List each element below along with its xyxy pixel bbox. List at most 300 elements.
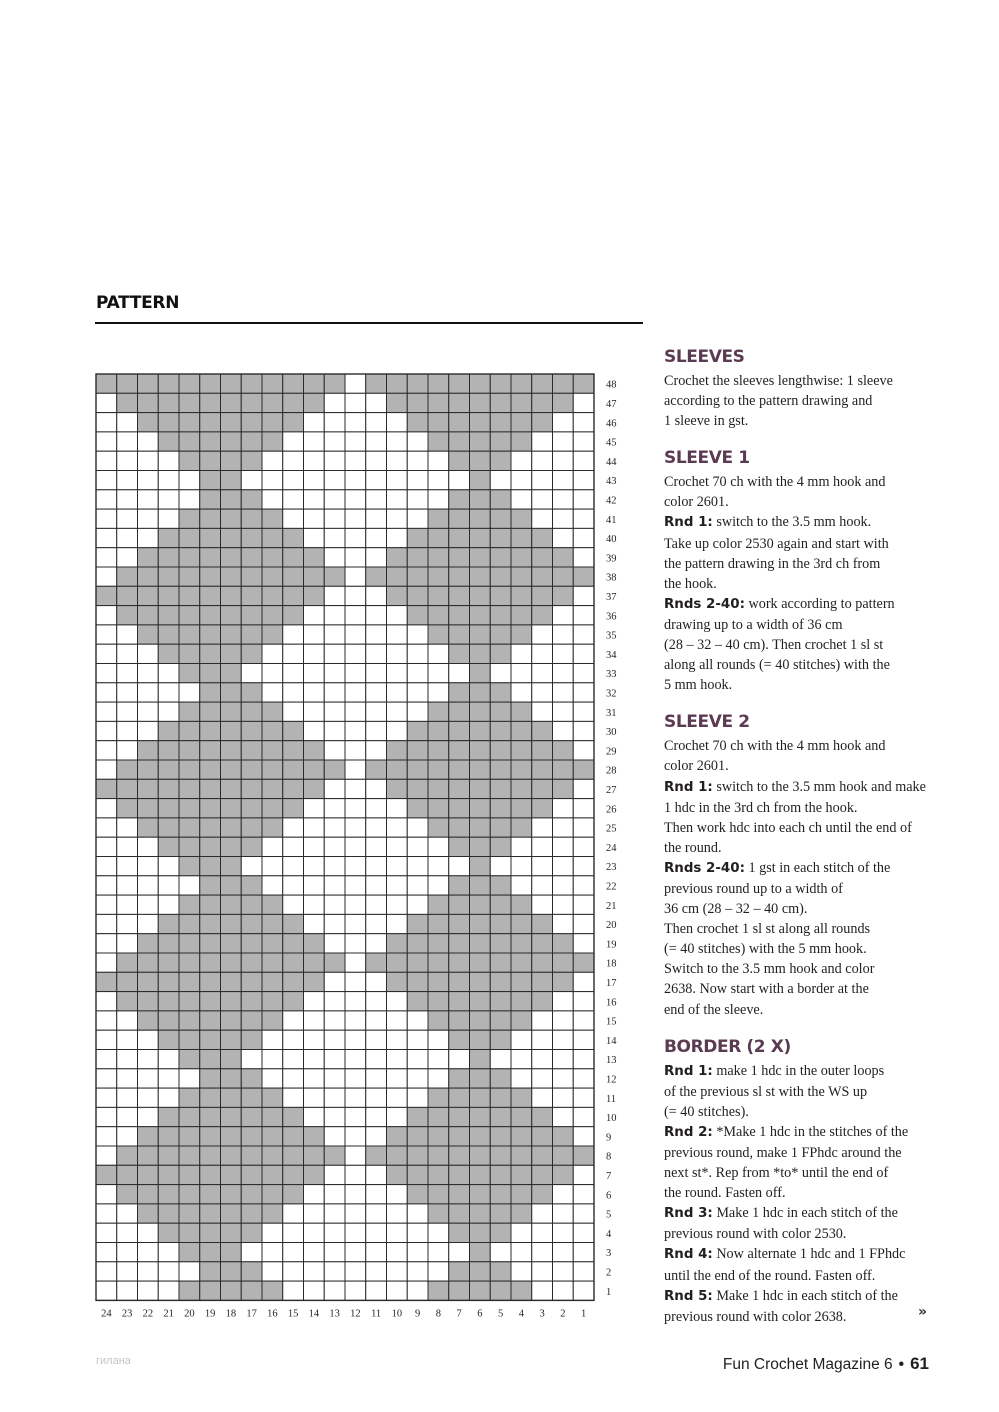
chart-cell	[241, 702, 262, 721]
chart-cell	[262, 953, 283, 972]
chart-cell	[179, 895, 200, 914]
chart-cell	[573, 374, 594, 393]
chart-cell	[345, 625, 366, 644]
chart-cell	[532, 664, 553, 683]
text-line: (= 40 stitches).	[664, 1103, 749, 1120]
chart-cell	[387, 393, 408, 412]
chart-cell	[96, 606, 117, 625]
chart-cell	[407, 567, 428, 586]
text-line: 36 cm (28 – 32 – 40 cm).	[664, 901, 808, 918]
chart-cell	[553, 972, 574, 991]
chart-cell	[387, 471, 408, 490]
chart-cell	[179, 509, 200, 528]
chart-cell	[490, 779, 511, 798]
chart-cell	[387, 528, 408, 547]
chart-cell	[366, 625, 387, 644]
chart-cell	[366, 1223, 387, 1242]
round-text: Make 1 hdc in each stitch of the	[712, 1205, 898, 1222]
chart-cell	[158, 857, 179, 876]
chart-cell	[428, 1185, 449, 1204]
chart-cell	[138, 760, 159, 779]
chart-cell	[304, 509, 325, 528]
chart-cell	[470, 1185, 491, 1204]
chart-cell	[366, 779, 387, 798]
chart-cell	[407, 413, 428, 432]
chart-cell	[470, 374, 491, 393]
chart-cell	[428, 741, 449, 760]
chart-cell	[511, 1050, 532, 1069]
chart-cell	[387, 413, 408, 432]
chart-cell	[304, 721, 325, 740]
chart-cell	[241, 992, 262, 1011]
chart-cell	[407, 451, 428, 470]
chart-cell	[553, 393, 574, 412]
chart-cell	[283, 760, 304, 779]
chart-cell	[117, 606, 138, 625]
chart-cell	[470, 914, 491, 933]
chart-cell	[324, 1146, 345, 1165]
chart-cell	[304, 1146, 325, 1165]
chart-cell	[221, 914, 242, 933]
chart-row-label: 21	[606, 900, 617, 912]
chart-cell	[200, 1127, 221, 1146]
chart-cell	[573, 1146, 594, 1165]
chart-cell	[324, 779, 345, 798]
chart-cell	[490, 1281, 511, 1300]
chart-cell	[96, 644, 117, 663]
chart-cell	[490, 683, 511, 702]
chart-cell	[511, 741, 532, 760]
magazine-name: Fun Crochet Magazine 6	[722, 1356, 893, 1373]
chart-cell	[449, 1127, 470, 1146]
chart-cell	[324, 664, 345, 683]
chart-cell	[532, 1030, 553, 1049]
chart-cell	[304, 432, 325, 451]
chart-cell	[532, 1107, 553, 1126]
chart-cell	[387, 1146, 408, 1165]
chart-cell	[470, 528, 491, 547]
chart-cell	[428, 471, 449, 490]
chart-cell	[387, 702, 408, 721]
chart-cell	[490, 432, 511, 451]
chart-cell	[117, 1262, 138, 1281]
chart-cell	[200, 1223, 221, 1242]
chart-cell	[345, 818, 366, 837]
chart-cell	[324, 471, 345, 490]
chart-cell	[532, 1281, 553, 1300]
chart-cell	[470, 895, 491, 914]
chart-cell	[573, 1011, 594, 1030]
chart-cell	[366, 1243, 387, 1262]
chart-cell	[449, 1281, 470, 1300]
chart-cell	[138, 528, 159, 547]
chart-cell	[407, 818, 428, 837]
chart-cell	[573, 760, 594, 779]
chart-cell	[532, 702, 553, 721]
chart-cell	[304, 702, 325, 721]
colorwork-chart	[90, 366, 630, 1331]
chart-cell	[366, 972, 387, 991]
chart-cell	[532, 432, 553, 451]
chart-row-label: 11	[606, 1093, 617, 1105]
chart-cell	[345, 1127, 366, 1146]
chart-cell	[200, 393, 221, 412]
chart-cell	[324, 393, 345, 412]
chart-row-label: 17	[606, 977, 617, 989]
chart-cell	[449, 393, 470, 412]
chart-cell	[449, 664, 470, 683]
chart-cell	[200, 1146, 221, 1165]
chart-cell	[387, 664, 408, 683]
chart-cell	[366, 567, 387, 586]
chart-cell	[304, 374, 325, 393]
chart-cell	[200, 1050, 221, 1069]
chart-cell	[387, 1127, 408, 1146]
chart-cell	[304, 837, 325, 856]
chart-cell	[179, 1011, 200, 1030]
chart-cell	[428, 779, 449, 798]
chart-row-label: 36	[606, 611, 617, 623]
chart-cell	[449, 953, 470, 972]
chart-cell	[117, 586, 138, 605]
chart-cell	[573, 1281, 594, 1300]
chart-cell	[470, 1107, 491, 1126]
chart-cell	[345, 1011, 366, 1030]
chart-cell	[117, 914, 138, 933]
chart-cell	[428, 1243, 449, 1262]
chart-cell	[407, 1088, 428, 1107]
chart-cell	[345, 876, 366, 895]
chart-cell	[200, 528, 221, 547]
chart-cell	[553, 760, 574, 779]
chart-cell	[407, 972, 428, 991]
chart-cell	[345, 490, 366, 509]
chart-cell	[138, 837, 159, 856]
chart-cell	[283, 992, 304, 1011]
chart-cell	[138, 1223, 159, 1242]
chart-cell	[117, 702, 138, 721]
chart-cell	[470, 1281, 491, 1300]
chart-cell	[117, 1127, 138, 1146]
chart-cell	[573, 799, 594, 818]
chart-cell	[158, 1204, 179, 1223]
chart-cell	[345, 528, 366, 547]
chart-cell	[366, 818, 387, 837]
chart-row-label: 20	[606, 920, 617, 932]
chart-cell	[511, 895, 532, 914]
chart-cell	[470, 606, 491, 625]
chart-cell	[511, 972, 532, 991]
chart-cell	[96, 625, 117, 644]
chart-cell	[117, 818, 138, 837]
chart-cell	[241, 1185, 262, 1204]
chart-cell	[553, 799, 574, 818]
chart-cell	[200, 509, 221, 528]
chart-row-label: 16	[606, 997, 617, 1009]
chart-cell	[532, 509, 553, 528]
chart-cell	[511, 644, 532, 663]
chart-cell	[262, 837, 283, 856]
chart-cell	[138, 953, 159, 972]
chart-cell	[324, 1050, 345, 1069]
chart-cell	[366, 528, 387, 547]
chart-cell	[283, 1069, 304, 1088]
chart-cell	[283, 876, 304, 895]
chart-cell	[366, 374, 387, 393]
chart-cell	[511, 721, 532, 740]
chart-cell	[221, 837, 242, 856]
chart-cell	[324, 413, 345, 432]
chart-cell	[553, 1088, 574, 1107]
chart-cell	[366, 702, 387, 721]
chart-cell	[407, 741, 428, 760]
chart-cell	[117, 857, 138, 876]
chart-cell	[179, 644, 200, 663]
chart-cell	[511, 664, 532, 683]
chart-cell	[345, 799, 366, 818]
chart-cell	[449, 567, 470, 586]
chart-col-label: 15	[287, 1308, 299, 1320]
chart-cell	[283, 799, 304, 818]
chart-cell	[449, 895, 470, 914]
chart-cell	[96, 1243, 117, 1262]
chart-row-label: 42	[606, 495, 617, 507]
chart-cell	[387, 876, 408, 895]
chart-cell	[345, 779, 366, 798]
chart-cell	[221, 1262, 242, 1281]
chart-cell	[407, 471, 428, 490]
chart-cell	[449, 799, 470, 818]
chart-cell	[553, 702, 574, 721]
chart-cell	[117, 471, 138, 490]
chart-cell	[387, 586, 408, 605]
chart-cell	[138, 490, 159, 509]
chart-cell	[345, 1050, 366, 1069]
chart-cell	[262, 451, 283, 470]
chart-cell	[407, 1204, 428, 1223]
chart-cell	[470, 1030, 491, 1049]
chart-cell	[387, 683, 408, 702]
round-text: make 1 hdc in the outer loops	[712, 1062, 885, 1079]
chart-cell	[262, 606, 283, 625]
chart-cell	[221, 857, 242, 876]
sleeves-line: Crochet the sleeves lengthwise: 1 sleeve	[664, 373, 893, 389]
text-line: color 2601.	[664, 494, 729, 511]
chart-cell	[532, 972, 553, 991]
chart-cell	[304, 1030, 325, 1049]
chart-cell	[96, 818, 117, 837]
chart-cell	[573, 876, 594, 895]
chart-cell	[117, 374, 138, 393]
chart-cell	[407, 606, 428, 625]
chart-cell	[221, 1204, 242, 1223]
chart-cell	[449, 1262, 470, 1281]
chart-cell	[241, 1146, 262, 1165]
chart-cell	[179, 721, 200, 740]
chart-col-label: 5	[498, 1308, 504, 1320]
chart-cell	[511, 683, 532, 702]
chart-cell	[490, 490, 511, 509]
chart-cell	[324, 934, 345, 953]
chart-cell	[511, 567, 532, 586]
chart-cell	[304, 779, 325, 798]
chart-cell	[490, 413, 511, 432]
chart-cell	[511, 490, 532, 509]
chart-cell	[221, 1146, 242, 1165]
chart-cell	[470, 721, 491, 740]
chart-cell	[200, 799, 221, 818]
chart-cell	[138, 721, 159, 740]
chart-cell	[511, 702, 532, 721]
chart-cell	[387, 1011, 408, 1030]
chart-cell	[553, 374, 574, 393]
border-heading: BORDER (2 X)	[664, 1036, 791, 1057]
chart-cell	[511, 1281, 532, 1300]
chart-cell	[387, 1107, 408, 1126]
chart-col-label: 3	[539, 1308, 545, 1320]
section-title: PATTERN	[96, 293, 180, 313]
chart-cell	[387, 490, 408, 509]
chart-cell	[241, 683, 262, 702]
chart-cell	[262, 1088, 283, 1107]
chart-cell	[283, 509, 304, 528]
chart-cell	[407, 528, 428, 547]
text-line	[664, 1286, 949, 1307]
chart-cell	[200, 992, 221, 1011]
chart-cell	[324, 548, 345, 567]
chart-cell	[117, 1011, 138, 1030]
chart-cell	[532, 1165, 553, 1184]
chart-cell	[511, 953, 532, 972]
chart-cell	[241, 779, 262, 798]
chart-cell	[573, 1030, 594, 1049]
chart-cell	[407, 934, 428, 953]
chart-cell	[553, 818, 574, 837]
chart-cell	[200, 837, 221, 856]
chart-cell	[470, 1127, 491, 1146]
chart-cell	[511, 1204, 532, 1223]
chart-cell	[158, 721, 179, 740]
chart-cell	[117, 1223, 138, 1242]
chart-cell	[573, 1165, 594, 1184]
chart-cell	[262, 586, 283, 605]
chart-row-label: 32	[606, 688, 617, 700]
chart-cell	[117, 625, 138, 644]
chart-cell	[241, 953, 262, 972]
chart-cell	[449, 1030, 470, 1049]
chart-cell	[304, 413, 325, 432]
chart-cell	[470, 1011, 491, 1030]
chart-cell	[449, 683, 470, 702]
chart-cell	[117, 432, 138, 451]
chart-cell	[532, 1146, 553, 1165]
chart-cell	[407, 779, 428, 798]
chart-cell	[200, 586, 221, 605]
chart-cell	[138, 683, 159, 702]
chart-cell	[387, 1165, 408, 1184]
chart-cell	[387, 857, 408, 876]
chart-cell	[200, 914, 221, 933]
chart-cell	[179, 1185, 200, 1204]
chart-cell	[532, 374, 553, 393]
text-line	[664, 1061, 949, 1082]
chart-cell	[428, 992, 449, 1011]
chart-cell	[387, 432, 408, 451]
chart-cell	[366, 914, 387, 933]
chart-cell	[490, 721, 511, 740]
chart-cell	[283, 1185, 304, 1204]
chart-cell	[158, 471, 179, 490]
chart-cell	[573, 837, 594, 856]
chart-cell	[283, 374, 304, 393]
chart-cell	[117, 1165, 138, 1184]
chart-cell	[449, 741, 470, 760]
chart-cell	[387, 818, 408, 837]
chart-row-label: 3	[606, 1248, 612, 1260]
chart-cell	[366, 953, 387, 972]
chart-cell	[324, 625, 345, 644]
chart-col-label: 10	[391, 1308, 403, 1320]
chart-cell	[241, 1030, 262, 1049]
chart-cell	[428, 895, 449, 914]
chart-cell	[117, 664, 138, 683]
page-number: 61	[910, 1354, 929, 1373]
chart-cell	[345, 432, 366, 451]
chart-cell	[366, 741, 387, 760]
chart-cell	[428, 567, 449, 586]
chart-cell	[573, 953, 594, 972]
chart-cell	[490, 509, 511, 528]
chart-cell	[553, 471, 574, 490]
chart-cell	[345, 548, 366, 567]
chart-cell	[304, 1223, 325, 1242]
chart-cell	[324, 1088, 345, 1107]
chart-cell	[387, 644, 408, 663]
chart-cell	[428, 1107, 449, 1126]
chart-cell	[553, 664, 574, 683]
chart-cell	[158, 1069, 179, 1088]
chart-col-label: 6	[477, 1308, 483, 1320]
chart-cell	[221, 1107, 242, 1126]
chart-cell	[553, 1011, 574, 1030]
chart-cell	[366, 606, 387, 625]
text-line: along all rounds (= 40 stitches) with the	[664, 657, 890, 674]
chart-cell	[200, 1262, 221, 1281]
chart-cell	[304, 1011, 325, 1030]
chart-cell	[345, 1223, 366, 1242]
text-line: previous round up to a width of	[664, 880, 843, 897]
chart-cell	[428, 451, 449, 470]
chart-cell	[490, 972, 511, 991]
chart-cell	[387, 1243, 408, 1262]
chart-cell	[345, 1088, 366, 1107]
chart-cell	[262, 857, 283, 876]
chart-cell	[283, 451, 304, 470]
chart-cell	[428, 818, 449, 837]
chart-cell	[158, 914, 179, 933]
chart-row-label: 2	[606, 1267, 612, 1279]
chart-cell	[449, 1146, 470, 1165]
chart-cell	[221, 490, 242, 509]
text-line: Switch to the 3.5 mm hook and color	[664, 961, 875, 978]
chart-row-label: 8	[606, 1151, 612, 1163]
chart-cell	[449, 972, 470, 991]
chart-cell	[138, 451, 159, 470]
chart-cell	[428, 664, 449, 683]
text-line: drawing up to a width of 36 cm	[664, 616, 843, 633]
chart-cell	[304, 451, 325, 470]
chart-row-label: 28	[606, 765, 617, 777]
